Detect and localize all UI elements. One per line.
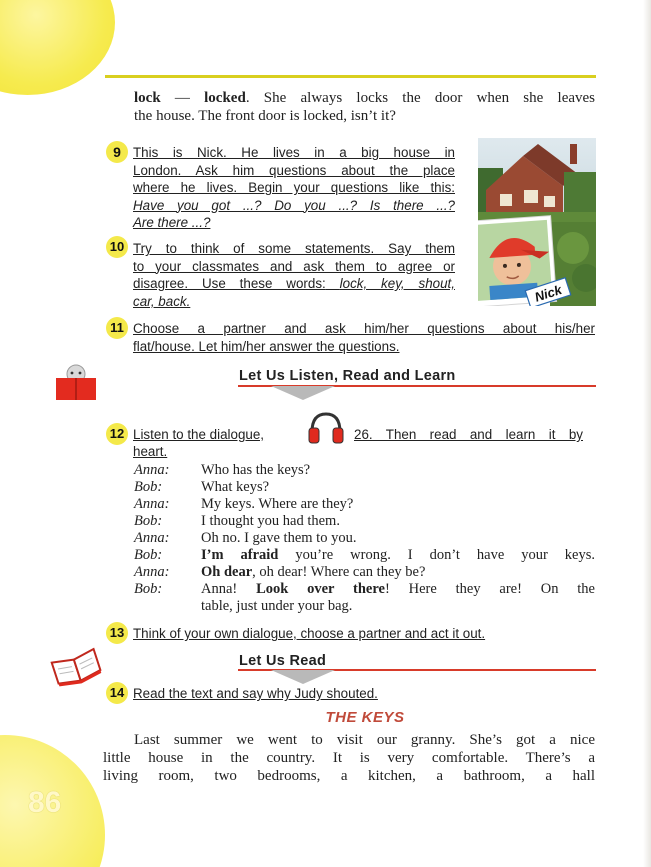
vocab-word: lock: [134, 90, 161, 106]
dialogue-phrase: Oh dear: [201, 564, 253, 580]
ex12-text: Listen to the dialogue,: [133, 427, 265, 442]
ex9-line: Are there ...?: [133, 215, 211, 230]
exercise-12-line-1b: [354, 426, 583, 444]
dialogue-text: Anna!: [201, 581, 257, 597]
exercise-number-13: 13: [106, 622, 128, 644]
exercise-number-14: 14: [106, 682, 128, 704]
ex11-line: flat/house. Let him/her answer the questions.: [133, 338, 400, 354]
ex9-line: London. Ask him questions about the place: [133, 162, 455, 178]
exercise-10: [133, 240, 455, 310]
dialogue-line: [201, 547, 595, 564]
exercise-14: [133, 685, 595, 703]
dialogue-text: , oh dear! Where can they be?: [252, 564, 426, 580]
ex12-text: 26. Then read and learn it by: [354, 427, 583, 442]
dialogue-phrase: I’m afraid: [201, 547, 279, 563]
photo-house-and-nick: [478, 138, 596, 306]
yellow-corner-decoration: [0, 0, 115, 95]
dialogue-line: [201, 564, 595, 581]
dialogue-line: I thought you had them.: [201, 513, 340, 529]
section-pointer: [271, 670, 335, 684]
vocab-line-2: the house. The front door is locked, isn’t it?: [134, 108, 396, 124]
dialogue-speaker: Bob:: [134, 513, 163, 529]
vocab-dash: —: [160, 90, 205, 106]
story-text: [103, 731, 595, 785]
exercise-number-9: 9: [106, 141, 128, 163]
ex11-line: Choose a partner and ask him/her questions about his/her: [133, 321, 595, 336]
ex10-words: lock, key, shout,: [339, 276, 455, 291]
exercise-12-line-2: [133, 443, 167, 461]
section-title-listen-read-learn: Let Us Listen, Read and Learn: [239, 368, 456, 384]
ex10-line: car, back.: [133, 293, 191, 309]
ex9-line: where he lives. Begin your questions like this:: [133, 180, 455, 195]
ex14-line: Read the text and say why Judy shouted.: [133, 686, 378, 701]
dialogue-line: Oh no. I gave them to you.: [201, 530, 357, 546]
open-book-icon: [50, 645, 104, 687]
story-line: Last summer we went to visit our granny. She’s got a nice: [134, 732, 595, 748]
dialogue-text: you’re wrong. I don’t have your keys.: [278, 547, 595, 563]
top-rule: [105, 75, 596, 78]
dialogue-line: What keys?: [201, 479, 270, 495]
story-line: living room, two bedrooms, a kitchen, a bathroom, a hall: [103, 768, 595, 784]
exercise-number-12: 12: [106, 423, 128, 445]
dialogue-text: ! Here they are! On the: [384, 581, 595, 597]
vocab-form: locked: [204, 90, 246, 106]
ex9-line: Have you got ...? Do you ...? Is there ...?: [133, 197, 455, 213]
exercise-11: [133, 320, 595, 355]
dialogue-speaker: Bob:: [134, 581, 163, 597]
ex12-text: heart.: [133, 444, 168, 459]
ex10-line: to your classmates and ask them to agree or: [133, 258, 455, 274]
vocab-sentence: . She always locks the door when she leaves: [245, 90, 595, 106]
dialogue-speaker: Bob:: [134, 479, 163, 495]
page-edge-shadow: [643, 0, 651, 867]
story-line: little house in the country. It is very comfortable. There’s a: [103, 750, 595, 766]
dialogue-line-continued: table, just under your bag.: [201, 598, 353, 614]
headphones-icon: [306, 410, 346, 444]
dialogue-phrase: Look over there: [256, 581, 385, 597]
exercise-9: [133, 144, 455, 232]
reading-book-icon: [54, 364, 102, 404]
ex10-line: disagree. Use these words:: [133, 276, 326, 291]
section-pointer: [271, 386, 335, 400]
exercise-number-11: 11: [106, 317, 128, 339]
dialogue-speaker: Anna:: [134, 564, 170, 580]
exercise-number-10: 10: [106, 236, 128, 258]
photo-caption: Nick: [532, 281, 564, 305]
dialogue-speaker: Anna:: [134, 462, 170, 478]
page-number: 86: [28, 786, 62, 819]
exercise-13: [133, 625, 595, 643]
dialogue-speaker: Anna:: [134, 496, 170, 512]
dialogue-line: Who has the keys?: [201, 462, 311, 478]
story-title: THE KEYS: [325, 709, 405, 726]
section-title-let-us-read: Let Us Read: [239, 653, 327, 669]
dialogue-speaker: Bob:: [134, 547, 163, 563]
dialogue-line: [201, 581, 595, 598]
ex9-line: This is Nick. He lives in a big house in: [133, 145, 455, 160]
dialogue-line: My keys. Where are they?: [201, 496, 354, 512]
ex10-line: Try to think of some statements. Say them: [133, 241, 455, 256]
vocab-line-1: [134, 90, 595, 107]
dialogue-speaker: Anna:: [134, 530, 170, 546]
ex13-line: Think of your own dialogue, choose a partner and act it out.: [133, 626, 486, 641]
